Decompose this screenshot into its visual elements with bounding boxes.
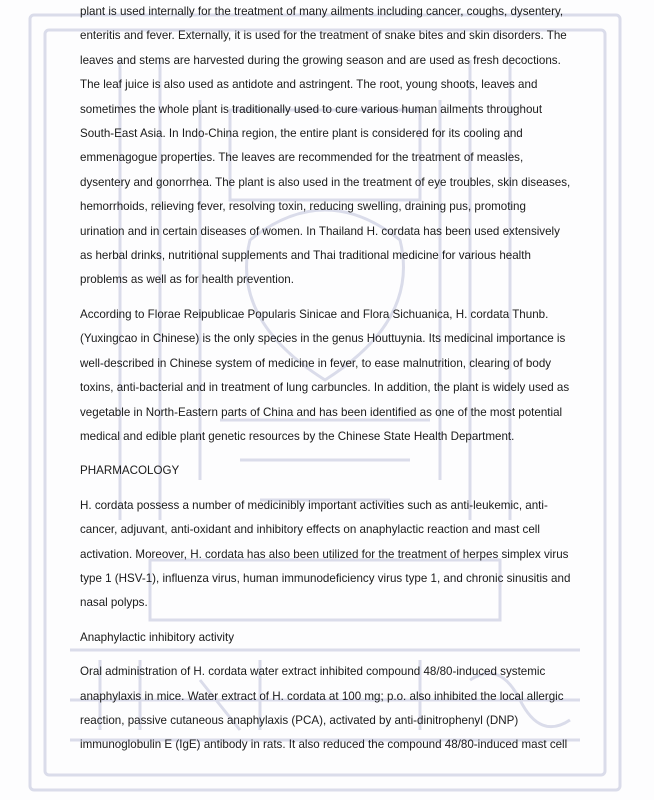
text-line: enteritis and fever. Externally, it is used for the treatment of snake bites and skin disorders. The xyxy=(80,29,567,43)
text-line: vegetable in North-Eastern parts of China and has been identified as one of the most potential xyxy=(80,405,563,419)
document-body xyxy=(80,0,580,758)
paragraph-1 xyxy=(80,0,580,293)
paragraph-anaphylactic xyxy=(80,660,580,758)
text-line: nasal polyps. xyxy=(80,596,148,610)
subheading-text: Anaphylactic inhibitory activity xyxy=(80,630,235,644)
paragraph-2 xyxy=(80,303,580,449)
section-heading-text: PHARMACOLOGY xyxy=(80,464,180,478)
text-line: (Yuxingcao in Chinese) is the only species in the genus Houttuynia. Its medicinal importance is xyxy=(80,332,566,346)
text-line: immunoglobulin E (IgE) antibody in rats. It also reduced the compound 48/80-induced mast cell xyxy=(80,738,568,752)
text-line: anaphylaxis in mice. Water extract of H. cordata at 100 mg; p.o. also inhibited the local allergic xyxy=(80,689,564,703)
text-line: urination and in certain diseases of women. In Thailand H. cordata has been used extensively xyxy=(80,224,560,238)
text-line: According to Florae Reipublicae Popularis Sinicae and Flora Sichuanica, H. cordata Thunb. xyxy=(80,307,549,321)
text-line: South-East Asia. In Indo-China region, the entire plant is considered for its cooling and xyxy=(80,127,523,141)
text-line: reaction, passive cutaneous anaphylaxis (PCA), activated by anti-dinitrophenyl (DNP) xyxy=(80,713,519,727)
text-line: Oral administration of H. cordata water extract inhibited compound 48/80-induced systemic xyxy=(80,665,546,679)
text-line: cancer, adjuvant, anti-oxidant and inhibitory effects on anaphylactic reaction and mast cell xyxy=(80,523,540,537)
section-heading-pharmacology xyxy=(80,459,580,483)
text-line: emmenagogue properties. The leaves are recommended for the treatment of measles, xyxy=(80,151,524,165)
text-line: well-described in Chinese system of medicine in fever, to ease malnutrition, clearing of body xyxy=(80,356,552,370)
text-line: hemorrhoids, relieving fever, resolving toxin, reducing swelling, draining pus, promoting xyxy=(80,200,526,214)
paragraph-pharmacology xyxy=(80,494,580,616)
text-line: H. cordata possess a number of medicinibly important activities such as anti-leukemic, anti- xyxy=(80,498,548,512)
text-line: type 1 (HSV-1), influenza virus, human immunodeficiency virus type 1, and chronic sinusitis and xyxy=(80,571,571,585)
text-line: toxins, anti-bacterial and in treatment of lung carbuncles. In addition, the plant is widely used as xyxy=(80,381,570,395)
text-line: medical and edible plant genetic resources by the Chinese State Health Department. xyxy=(80,429,515,443)
text-line: plant is used internally for the treatment of many ailments including cancer, coughs, dysentery, xyxy=(80,5,564,18)
text-line: as herbal drinks, nutritional supplements and Thai traditional medicine for various health xyxy=(80,249,531,263)
text-line: dysentery and gonorrhea. The plant is also used in the treatment of eye troubles, skin diseases, xyxy=(80,175,571,189)
text-line: leaves and stems are harvested during the growing season and are used as fresh decoctions. xyxy=(80,53,561,67)
text-line: sometimes the whole plant is traditionally used to cure various human ailments throughout xyxy=(80,102,543,116)
text-line: The leaf juice is also used as antidote and astringent. The root, young shoots, leaves and xyxy=(80,78,538,92)
text-line: problems as well as for health prevention. xyxy=(80,273,294,287)
text-line: activation. Moreover, H. cordata has also been utilized for the treatment of herpes simplex virus xyxy=(80,547,569,561)
subheading-anaphylactic xyxy=(80,626,580,650)
